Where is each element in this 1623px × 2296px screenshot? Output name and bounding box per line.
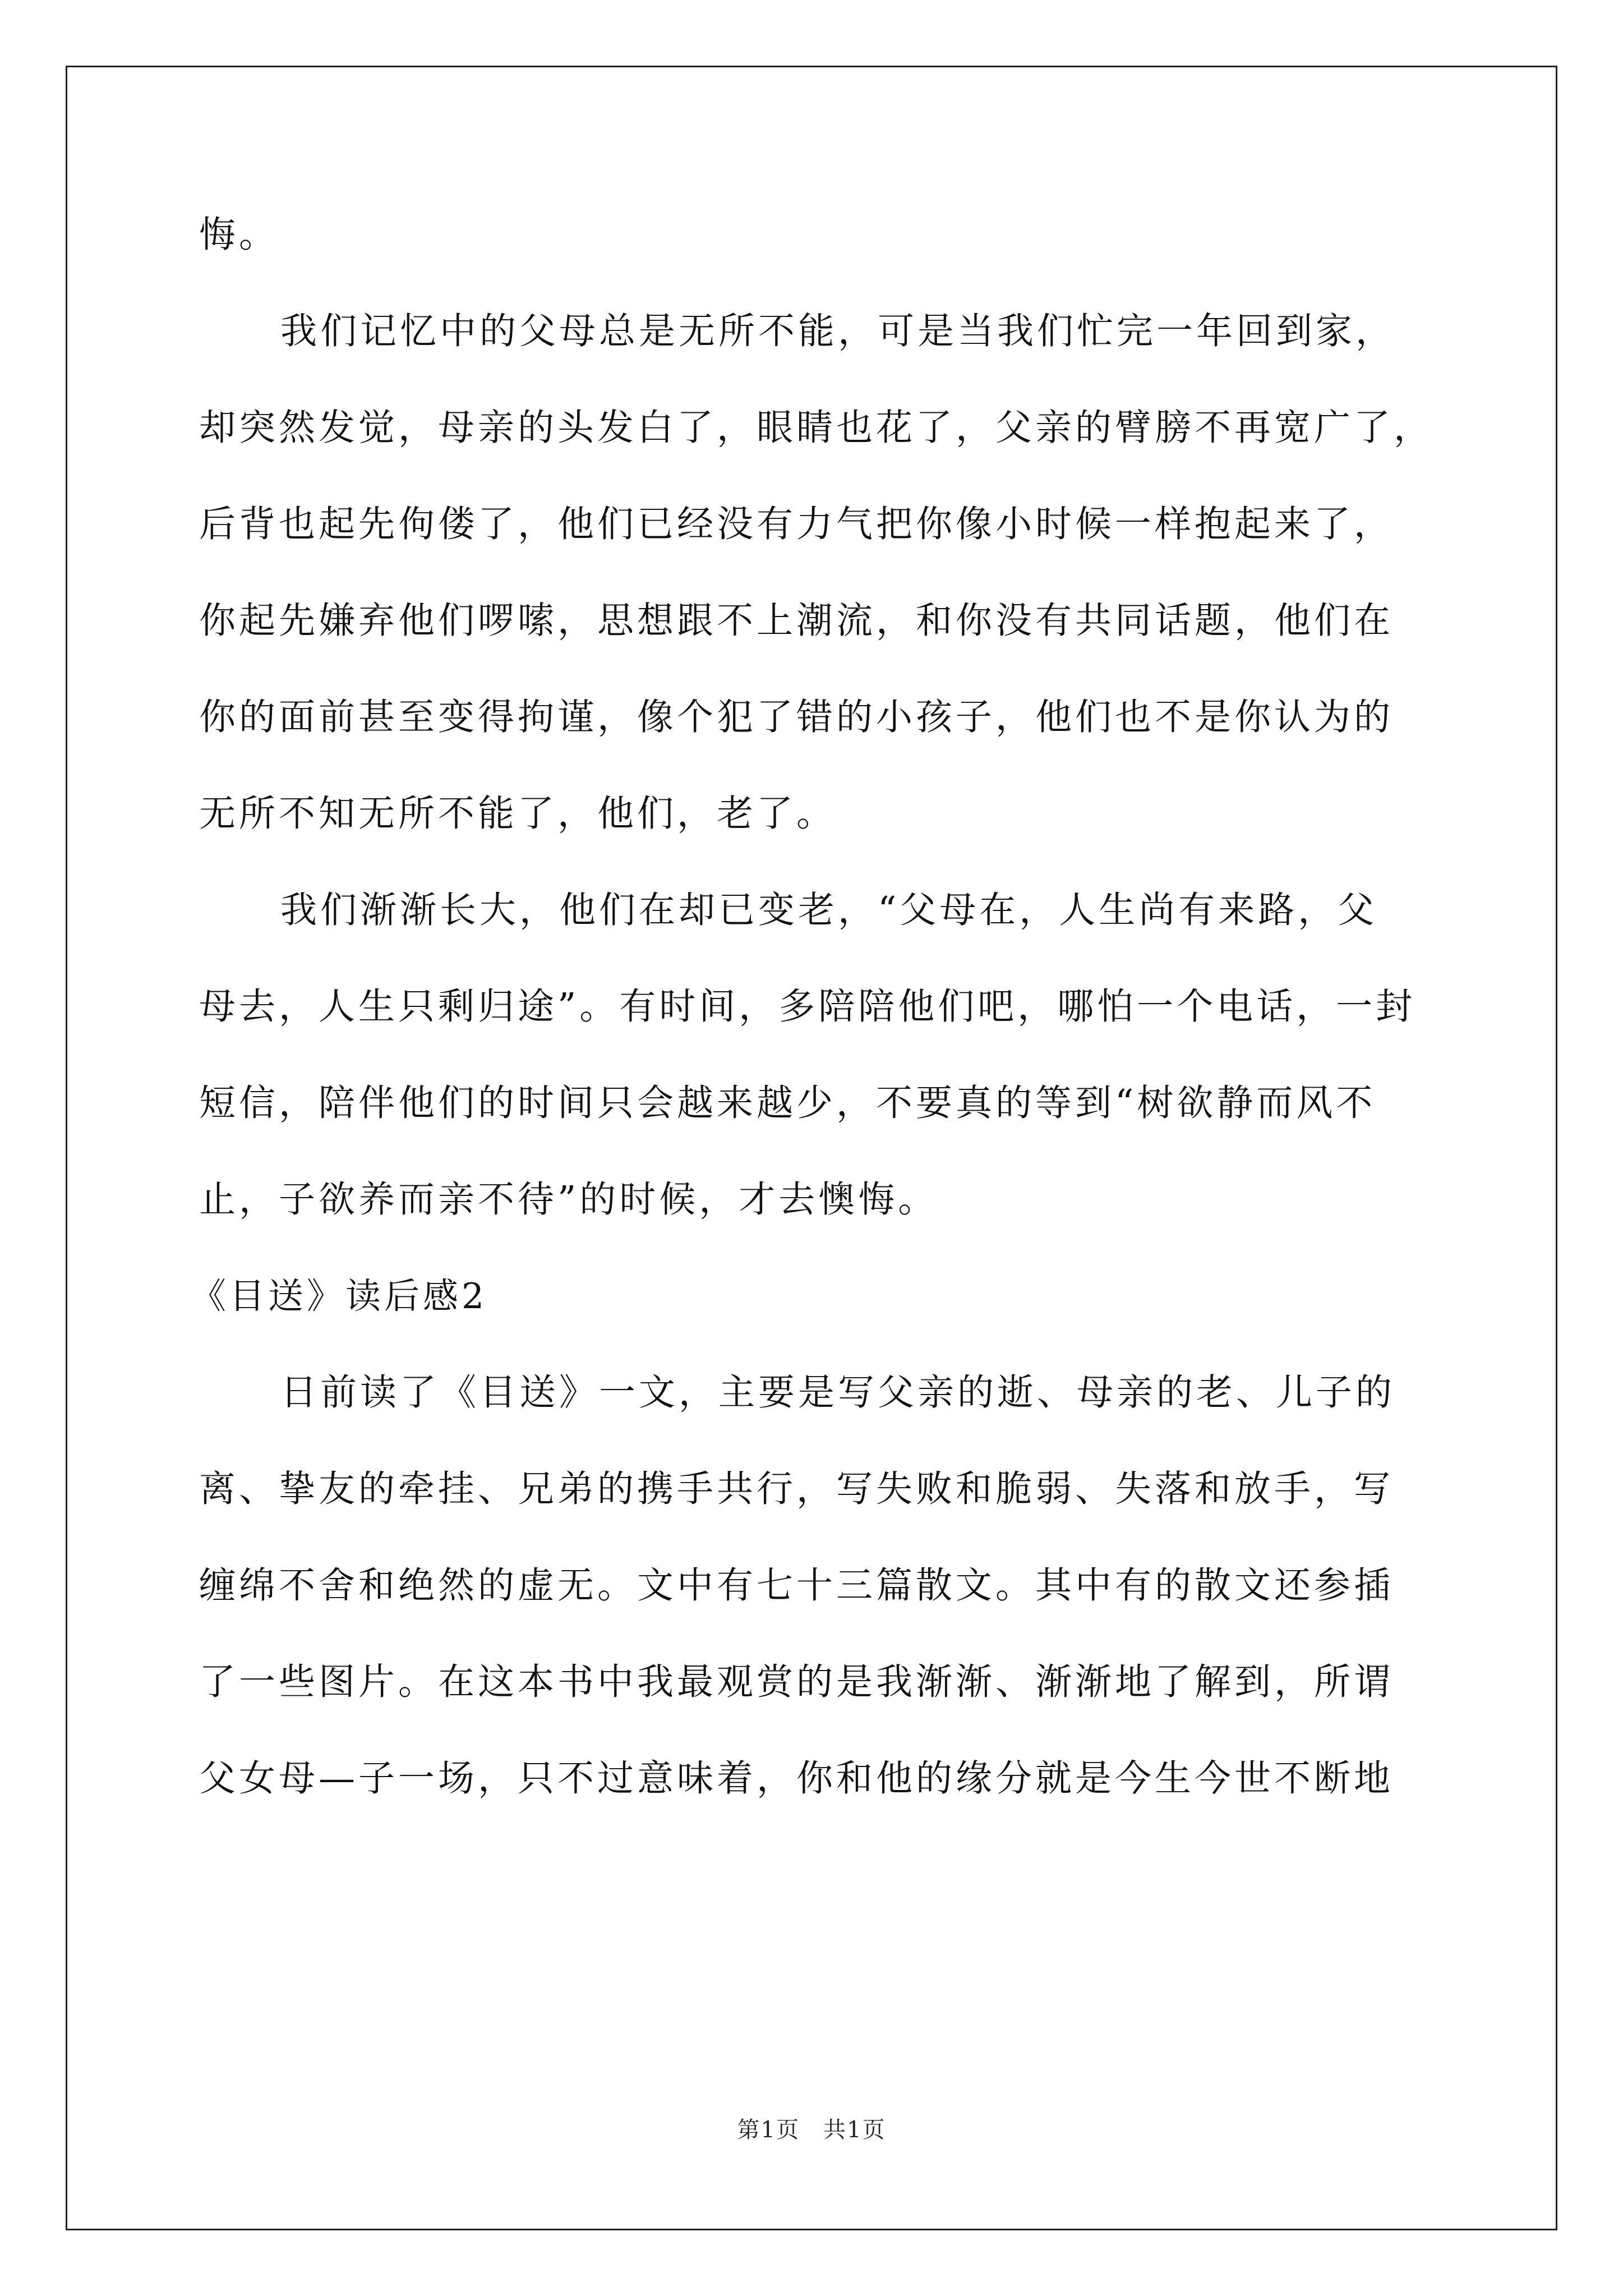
paragraph-line: 短信，陪伴他们的时间只会越来越少，不要真的等到“树欲静而风不 xyxy=(199,1082,1376,1124)
paragraph-line: 缠绵不舍和绝然的虚无。文中有七十三篇散文。其中有的散文还参插 xyxy=(199,1565,1394,1607)
paragraph-line: 你起先嫌弃他们啰嗦，思想跟不上潮流，和你没有共同话题，他们在 xyxy=(199,600,1394,642)
paragraph-line: 无所不知无所不能了，他们，老了。 xyxy=(199,793,837,835)
paragraph-line: 父女母—子一场，只不过意味着，你和他的缘分就是今生今世不断地 xyxy=(199,1757,1394,1800)
paragraph-line: 你的面前甚至变得拘谨，像个犯了错的小孩子，他们也不是你认为的 xyxy=(199,696,1394,738)
paragraph-line: 后背也起先佝偻了，他们已经没有力气把你像小时候一样抱起来了， xyxy=(199,503,1394,545)
paragraph-line: 我们渐渐长大，他们在却已变老，“父母在，人生尚有来路，父 xyxy=(280,889,1378,931)
paragraph-line: 我们记忆中的父母总是无所不能，可是当我们忙完一年回到家， xyxy=(280,310,1396,352)
document-body xyxy=(191,214,1434,1857)
paragraph-line: 离、挚友的牵挂、兄弟的携手共行，写失败和脆弱、失落和放手，写 xyxy=(199,1468,1394,1510)
paragraph-line: 悔。 xyxy=(199,214,279,256)
page-number-footer: 第1页 共1页 xyxy=(737,2117,886,2143)
paragraph-line: 母去，人生只剩归途”。有时间，多陪陪他们吧，哪怕一个电话，一封 xyxy=(199,986,1416,1028)
paragraph-line: 日前读了《目送》一文，主要是写父亲的逝、母亲的老、儿子的 xyxy=(280,1372,1396,1414)
paragraph-line: 却突然发觉，母亲的头发白了，眼睛也花了，父亲的臂膀不再宽广了， xyxy=(199,407,1434,449)
paragraph-line: 止，子欲养而亲不待”的时候，才去懊悔。 xyxy=(199,1179,938,1221)
section-title: 《目送》读后感2 xyxy=(191,1276,488,1317)
paragraph-line: 了一些图片。在这本书中我最观赏的是我渐渐、渐渐地了解到，所谓 xyxy=(199,1661,1394,1703)
